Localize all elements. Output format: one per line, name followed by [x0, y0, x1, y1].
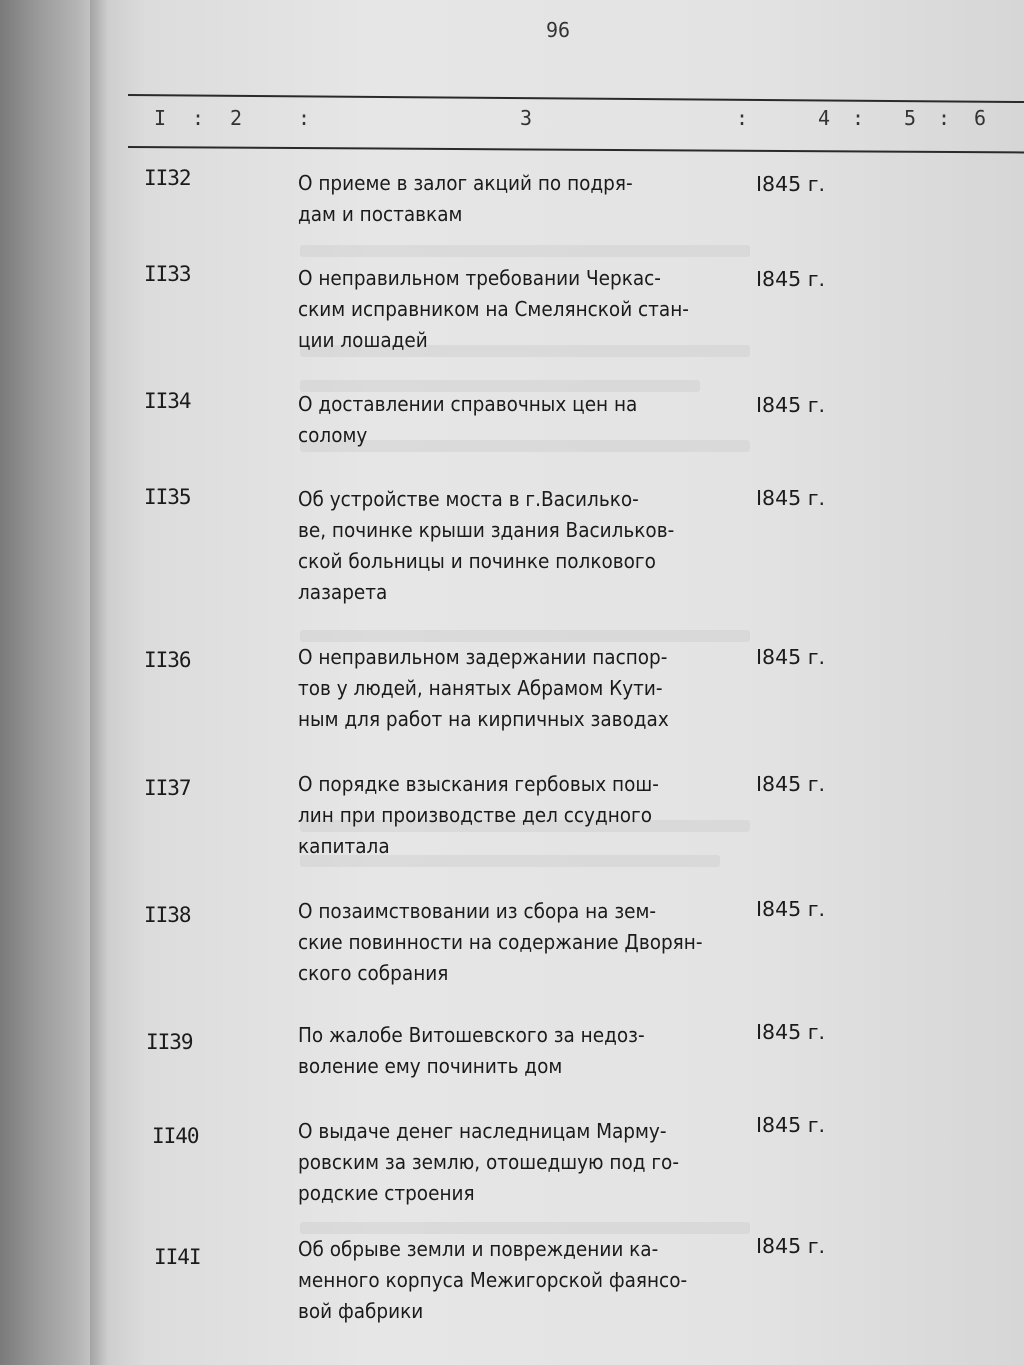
- header-separator: :: [938, 106, 951, 130]
- entry-number: II40: [152, 1124, 199, 1148]
- header-col-2: 2: [230, 106, 243, 130]
- header-col-6: 6: [974, 106, 987, 130]
- entry-number: II36: [144, 648, 191, 672]
- entry-description: О позаимствовании из сбора на зем- ские повинности на содержание Дворян- ского собрания: [298, 899, 703, 985]
- entry-description: О неправильном требовании Черкас- ским исправником на Смелянской стан- ции лошадей: [298, 266, 689, 352]
- header-col-5: 5: [904, 106, 917, 130]
- entry-description: О порядке взыскания гербовых пош- лин при производстве дел ссудного капитала: [298, 772, 659, 858]
- bleed-through: [300, 1222, 750, 1234]
- entry-year: I845 г.: [756, 172, 825, 196]
- header-col-4: 4: [818, 106, 831, 130]
- entry-description: Об обрыве земли и повреждении ка- менного корпуса Межигорской фаянсо- вой фабрики: [298, 1237, 688, 1323]
- entry-year: I845 г.: [756, 1020, 825, 1044]
- entry-description: О выдаче денег наследницам Марму- ровским за землю, отошедшую под го- родские строения: [298, 1119, 679, 1205]
- entry-number: II38: [144, 903, 191, 927]
- entry-number: II33: [144, 262, 191, 286]
- bleed-through: [300, 630, 750, 642]
- entry-year: I845 г.: [756, 267, 825, 291]
- header-col-1: I: [154, 106, 167, 130]
- binding-shadow: [90, 0, 108, 1365]
- entry-number: II35: [144, 485, 191, 509]
- bleed-through: [300, 245, 750, 257]
- page-gutter: [0, 0, 96, 1365]
- header-col-3: 3: [520, 106, 533, 130]
- entry-number: II4I: [154, 1245, 201, 1269]
- entry-description: О доставлении справочных цен на солому: [298, 392, 638, 447]
- entry-description: По жалобе Витошевского за недоз- воление ему починить дом: [298, 1023, 645, 1078]
- entry-number: II39: [146, 1030, 193, 1054]
- entry-year: I845 г.: [756, 645, 825, 669]
- entry-year: I845 г.: [756, 393, 825, 417]
- entry-number: II32: [144, 166, 191, 190]
- entry-year: I845 г.: [756, 1234, 825, 1258]
- page-number: 96: [546, 18, 571, 42]
- column-header: [128, 100, 1024, 140]
- entry-year: I845 г.: [756, 486, 825, 510]
- entry-number: II37: [144, 776, 191, 800]
- entry-year: I845 г.: [756, 897, 825, 921]
- header-separator: :: [298, 106, 311, 130]
- entry-year: I845 г.: [756, 772, 825, 796]
- entry-year: I845 г.: [756, 1113, 825, 1137]
- entry-description: О приеме в залог акций по подря- дам и поставкам: [298, 171, 633, 226]
- entry-description: Об устройстве моста в г.Василько- ве, починке крыши здания Васильков- ской больницы и починке полкового лазарета: [298, 487, 675, 604]
- entry-description: О неправильном задержании паспор- тов у людей, нанятых Абрамом Кути- ным для работ на кирпичных заводах: [298, 645, 669, 731]
- header-separator: :: [192, 106, 205, 130]
- entry-number: II34: [144, 389, 191, 413]
- header-separator: :: [736, 106, 749, 130]
- header-separator: :: [852, 106, 865, 130]
